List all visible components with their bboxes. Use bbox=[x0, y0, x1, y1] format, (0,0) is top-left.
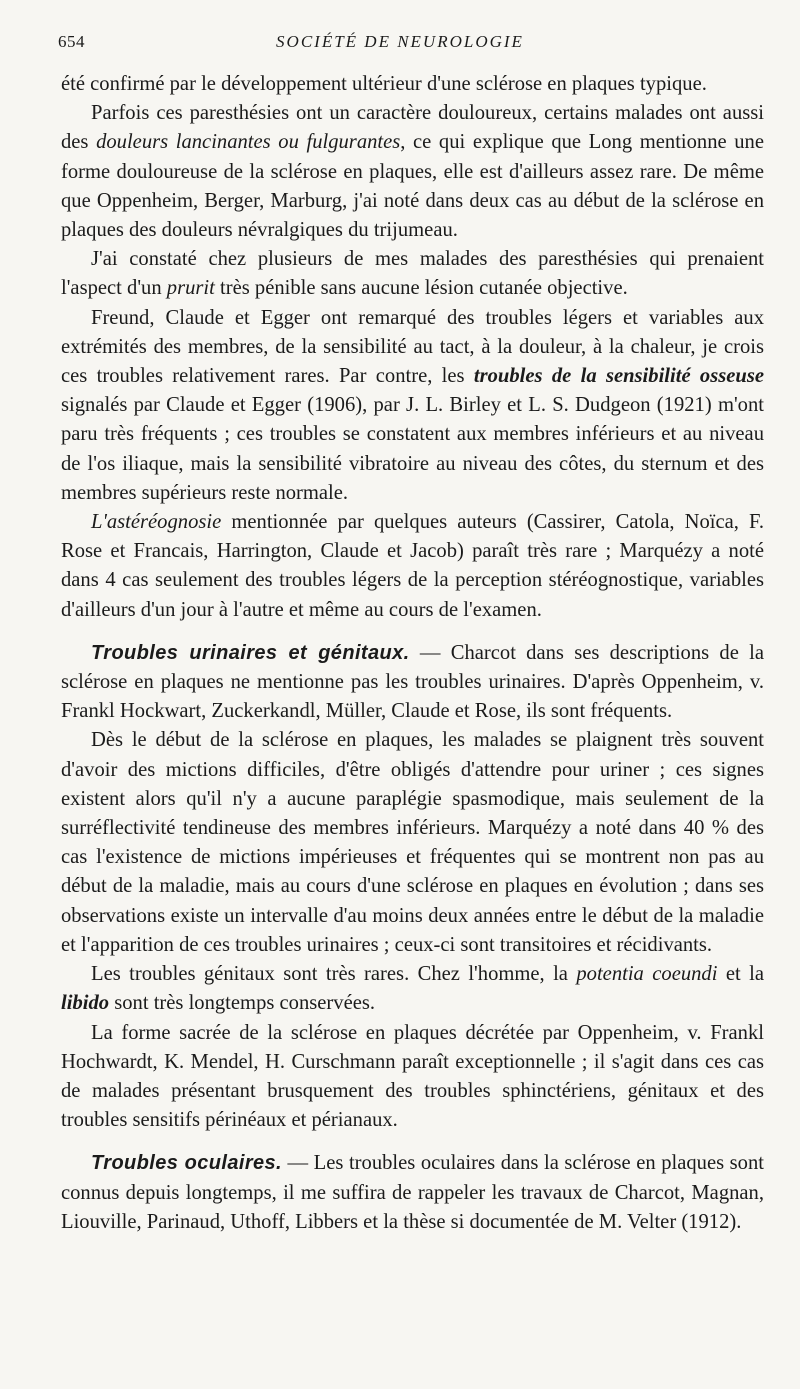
paragraph-text: Dès le début de la sclérose en plaques, les malades se plaignent très souvent d'avoir des mictions difficiles, d'être obligés d'attendre pour uriner ; ces signes existent alors qu'il n'y a aucune paraplégie spasmodique, mais seulement de la surréflectivité tendineuse des membres inférieurs. Marquézy a noté dans 40 % des cas l'existence de mictions impérieuses et fréquentes qui se montrent non pas au début de la maladie, mais au cours d'une sclérose en plaques en évolution ; dans ses observations existe un intervalle d'au moins deux années entre le début de la maladie et l'apparition de ces troubles urinaires ; ceux-ci sont transitoires et récidivants. bbox=[61, 729, 764, 956]
page-body bbox=[61, 70, 764, 1237]
paragraph bbox=[61, 99, 764, 245]
section-heading: Troubles urinaires et génitaux. bbox=[91, 641, 410, 664]
paragraph bbox=[61, 960, 764, 1018]
page-header bbox=[0, 32, 800, 56]
paragraph-text: été confirmé par le développement ultérieur d'une sclérose en plaques typique. bbox=[61, 73, 707, 95]
emphasis: prurit bbox=[166, 277, 215, 300]
paragraph-text: très pénible sans aucune lésion cutanée objective. bbox=[214, 277, 628, 300]
paragraph-text: et la bbox=[717, 963, 764, 986]
section-paragraph bbox=[61, 1149, 764, 1237]
paragraph-text: — Charcot dans ses descriptions de la sclérose en plaques ne mentionne pas les troubles urinaires. D'après Oppenheim, v. Frankl Hockwart, Zuckerkandl, Müller, Claude et Rose, ils sont fréquents. bbox=[61, 641, 764, 723]
emphasis: libido bbox=[61, 992, 110, 1015]
page-number: 654 bbox=[58, 32, 85, 51]
emphasis: L'astéréognosie bbox=[91, 511, 222, 534]
paragraph bbox=[61, 1019, 764, 1136]
paragraph-text: J'ai constaté chez plusieurs de mes malades des paresthésies qui prenaient l'aspect d'un bbox=[61, 248, 764, 300]
emphasis: potentia coeundi bbox=[576, 963, 718, 986]
paragraph bbox=[61, 70, 764, 99]
section-heading: Troubles oculaires. bbox=[91, 1152, 283, 1175]
emphasis: troubles de la sensibilité osseuse bbox=[473, 365, 764, 388]
paragraph-text: — Les troubles oculaires dans la sclérose en plaques sont connus depuis longtemps, il me suffira de rappeler les travaux de Charcot, Magnan, Liouville, Parinaud, Uthoff, Libbers et la thèse si documentée de M. Velter (1912). bbox=[61, 1152, 764, 1233]
paragraph-text: mentionnée par quelques auteurs (Cassirer, Catola, Noïca, F. Rose et Francais, Harrington, Claude et Jacob) paraît très rare ; Marquézy a noté dans 4 cas seulement des troubles légers de la perception stéréognostique, variables d'ailleurs d'un jour à l'autre et même au cours de l'examen. bbox=[61, 511, 764, 621]
paragraph-text: Freund, Claude et Egger ont remarqué des troubles légers et variables aux extrémités des membres, de la sensibilité au tact, à la douleur, à la chaleur, je crois ces troubles relativement rares. Par contre, les bbox=[61, 306, 764, 388]
paragraph-text: La forme sacrée de la sclérose en plaques décrétée par Oppenheim, v. Frankl Hochwardt, K. Mendel, H. Curschmann paraît exceptionnelle ; il s'agit dans ces cas de malades présentant brusquement des troubles sphinctériens, génitaux et des troubles sensitifs périnéaux et périanaux. bbox=[61, 1021, 764, 1132]
emphasis: douleurs lancinantes ou fulgurantes bbox=[96, 131, 401, 154]
paragraph-text: Les troubles génitaux sont très rares. Chez l'homme, la bbox=[91, 963, 577, 986]
paragraph-text: , ce qui explique que Long mentionne une forme douloureuse de la sclérose en plaques, elle est d'ailleurs assez rare. De même que Oppenheim, Berger, Marburg, j'ai noté dans deux cas au début de la sclérose en plaques des douleurs névralgiques du trijumeau. bbox=[61, 131, 764, 242]
running-head: SOCIÉTÉ DE NEUROLOGIE bbox=[276, 32, 524, 51]
paragraph-text: sont très longtemps conservées. bbox=[109, 992, 376, 1015]
paragraph bbox=[61, 304, 764, 508]
paragraph bbox=[61, 726, 764, 960]
paragraph bbox=[61, 508, 764, 625]
paragraph bbox=[61, 245, 764, 303]
paragraph-text: signalés par Claude et Egger (1906), par J. L. Birley et L. S. Dudgeon (1921) m'ont paru très fréquents ; ces troubles se constatent aux membres inférieurs et au niveau de l'os iliaque, mais la sensibilité vibratoire au niveau des côtes, du sternum et des membres supérieurs reste normale. bbox=[61, 394, 764, 504]
section-paragraph bbox=[61, 639, 764, 727]
paragraph-text: Parfois ces paresthésies ont un caractère douloureux, certains malades ont aussi des bbox=[61, 102, 764, 154]
